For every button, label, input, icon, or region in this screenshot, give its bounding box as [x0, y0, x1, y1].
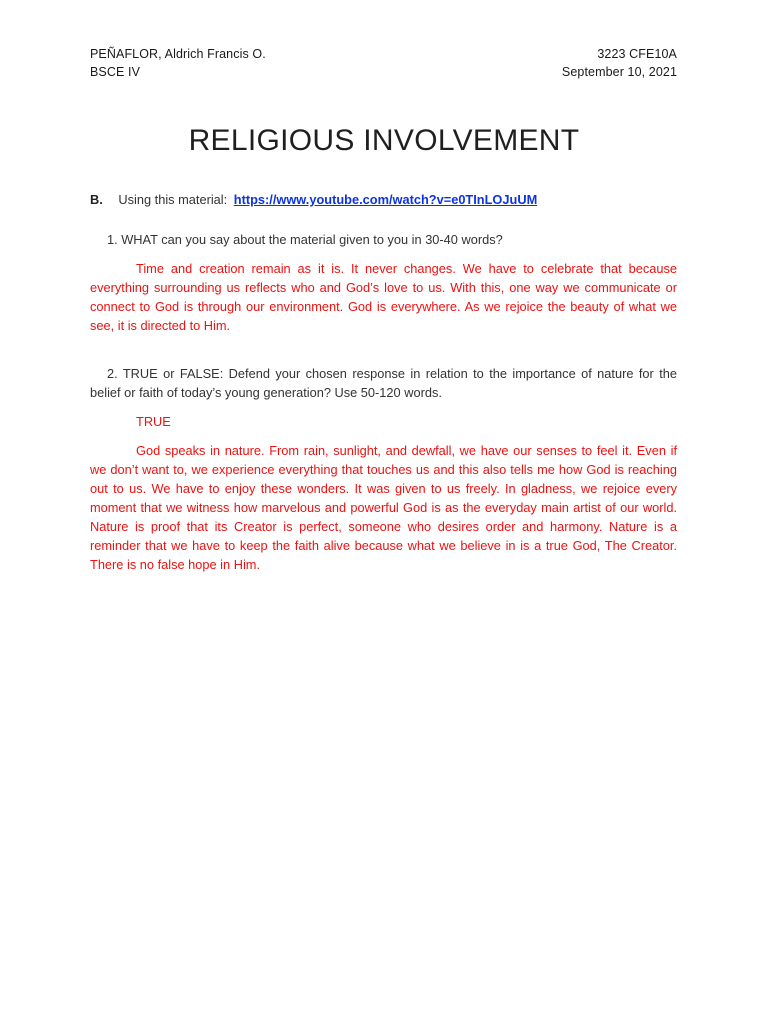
submission-date: September 10, 2021 — [561, 65, 677, 79]
section-intro: Using this material: — [118, 192, 228, 207]
answer-1: Time and creation remain as it is. It never changes. We have to celebrate that because everything surrounding us reflects who and God’s love to us. With this, one way we communicate or connect to God is through our environment. God is everywhere. As we rejoice the beauty of what we see, it is directed to Him. — [90, 261, 677, 333]
header-left — [90, 45, 266, 81]
course-code: 3223 CFE10A — [597, 47, 677, 61]
header-right — [562, 45, 677, 81]
question-1: 1. WHAT can you say about the material given to you in 30-40 words? — [107, 232, 503, 247]
answer-2: God speaks in nature. From rain, sunlight, and dewfall, we have our senses to feel it. Even if we don’t want to, we experience everything that touches us and this also tells me how God is reaching out to us. We have to enjoy these wonders. It was given to us freely. In gladness, we rejoice every moment that we witness how marvelous and powerful God is as the everyday main artist of our world. Nature is proof that its Creator is perfect, someone who desires order and harmony. Nature is a reminder that we have to keep the faith alive because what we believe in is a true God, The Creator. There is no false hope in Him. — [90, 443, 677, 572]
section-label: B. — [90, 192, 103, 207]
material-link[interactable]: https://www.youtube.com/watch?v=e0TInLOJuUM — [233, 192, 538, 207]
section-b — [90, 192, 537, 207]
student-name: PEÑAFLOR, Aldrich Francis O. — [90, 47, 266, 61]
answer-2-choice: TRUE — [136, 414, 171, 429]
student-program: BSCE IV — [90, 65, 141, 79]
question-2: 2. TRUE or FALSE: Defend your chosen response in relation to the importance of nature for the belief or faith of today’s young generation? Use 50-120 words. — [90, 366, 677, 400]
page-title: RELIGIOUS INVOLVEMENT — [188, 124, 580, 157]
